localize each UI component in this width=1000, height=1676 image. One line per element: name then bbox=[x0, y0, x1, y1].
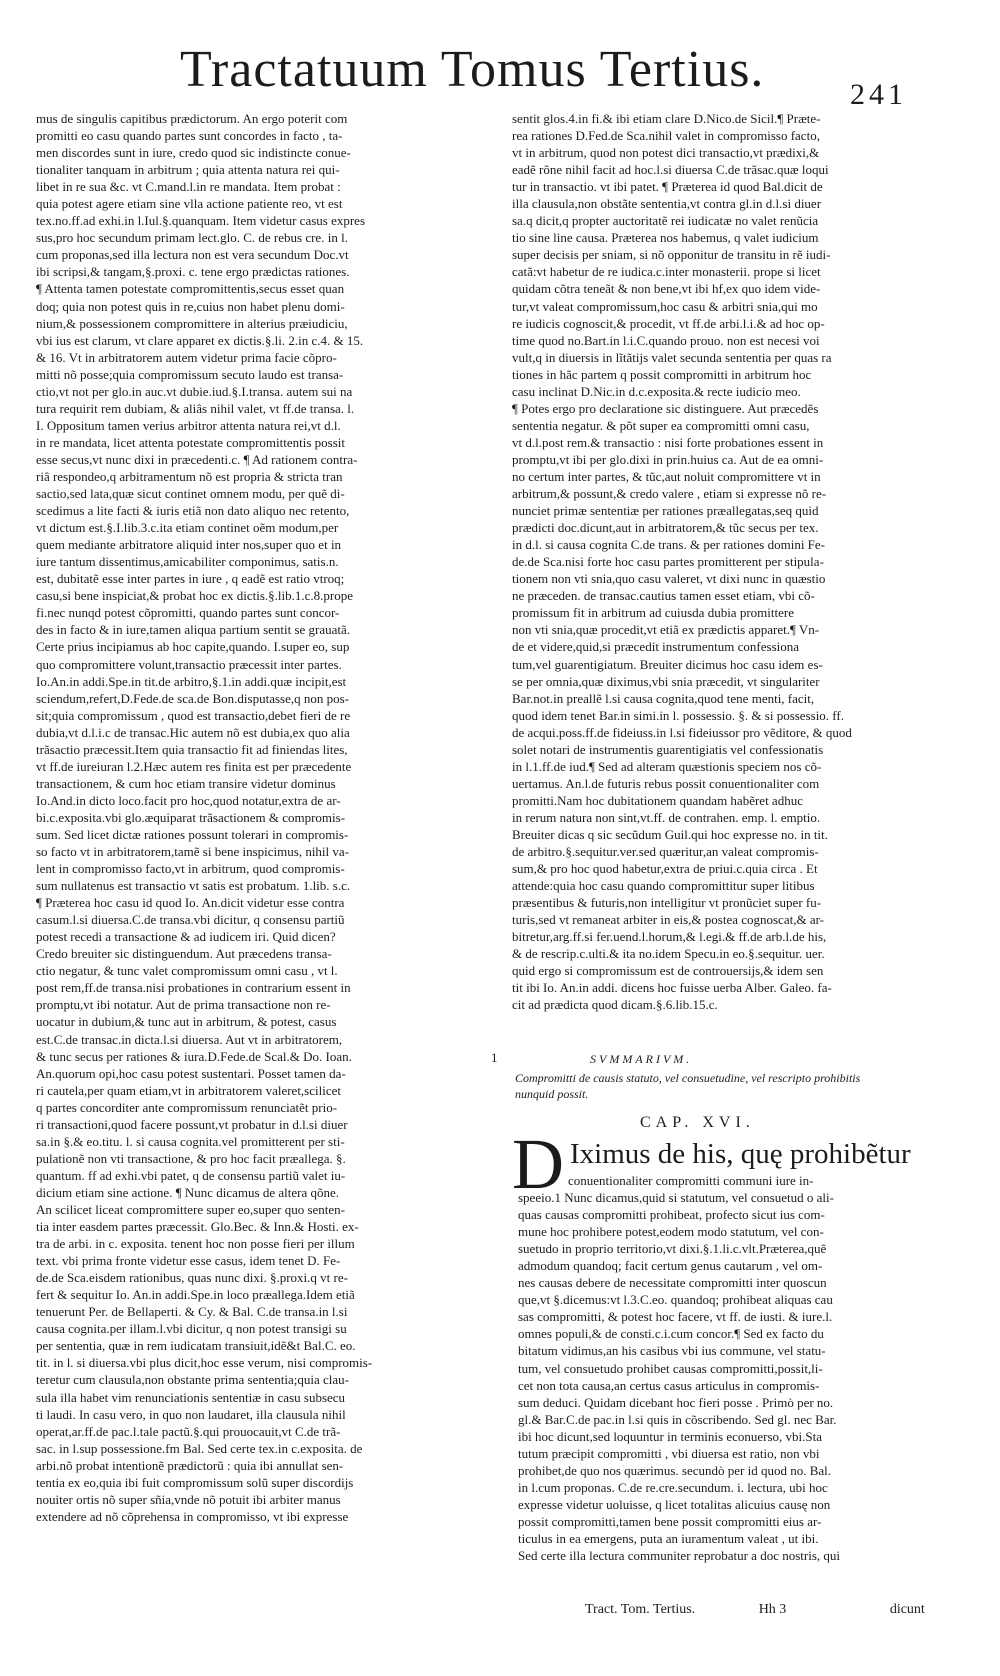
left-text-column bbox=[36, 110, 472, 1525]
text-line: sum. Sed licet dictæ rationes possunt tolerari in compromis- bbox=[36, 826, 349, 842]
text-line: tex.no.ff.ad exhi.in l.Iul.§.quanquam. Item videtur casus expres bbox=[36, 213, 366, 229]
text-line: no certum inter partes, & tũc,aut noluit compromittere vt in bbox=[512, 468, 821, 484]
text-line: de.de Sca.eisdem rationibus, quas nunc dixi. §.proxi.q vt re- bbox=[36, 1270, 348, 1286]
text-line: conuentionaliter compromitti communi iure in- bbox=[568, 1173, 814, 1188]
text-line: ri cautela,per quam etiam,vt in arbitratorem valeret,scilicet bbox=[36, 1082, 341, 1098]
signature-mark: Hh 3 bbox=[758, 1602, 787, 1617]
text-line: casu inclinat D.Nic.in d.c.exposita.& recte iudicio meo. bbox=[512, 383, 801, 399]
text-line: prohibet,de quo nos quærimus. secundò per id quod no. Bal. bbox=[518, 1462, 832, 1478]
text-line: tentia ex eo,quia ibi fuit compromissum solũ super discordijs bbox=[36, 1474, 354, 1490]
text-line: sa.in §.& eo.titu. l. si causa cognita.vel promitterent per sti- bbox=[36, 1133, 345, 1149]
text-line: vbi ius est clarum, vt clare apparet ex dictis.§.li. 2.in c.4. & 15. bbox=[36, 332, 364, 348]
text-line: tum, vel consuetudo prohibet causas compromitti,possit,li- bbox=[518, 1360, 823, 1376]
text-line: trãsactio præcessit.Item quia transactio fit ad finiendas lites, bbox=[36, 741, 348, 757]
text-line: de et videre,quid,si præcedit instrumentum confessiona bbox=[512, 639, 800, 655]
text-line: iure tantum dissentimus,amicabiliter componimus, satis.n. bbox=[36, 554, 339, 570]
text-line: ctio,vt not per glo.in auc.vt dubie.iud.§.I.transa. autem sui na bbox=[36, 383, 353, 399]
text-line: eadẽ rõne nihil facit ad hoc.l.si diuersa C.de trãsac.quæ loqui bbox=[512, 162, 829, 178]
text-line: sactio,sed lata,quæ sicut continet omnem modu, per quẽ di- bbox=[36, 486, 345, 502]
text-line: per sententia, quæ in rem iudicatam transiuit,idẽ&t Bal.C. eo. bbox=[36, 1338, 356, 1354]
text-line: uertamus. An.l.de futuris rebus possit conuentionaliter com bbox=[512, 775, 820, 791]
text-line: tra de arbi. in c. exposita. tenent hoc non posse fieri per illum bbox=[36, 1236, 355, 1252]
text-line: ¶ Præterea hoc casu id quod Io. An.dicit videtur esse contra bbox=[36, 895, 345, 911]
text-line: vt ff.de iureiuran l.2.Hæc autem res finita est per præcedente bbox=[36, 758, 352, 774]
text-line: doq; quia non potest quis in re,cuius non habet plenu domi- bbox=[36, 298, 345, 314]
text-line: dicium etiam sine actione. ¶ Nunc dicamus de altera qõne. bbox=[36, 1184, 339, 1200]
text-line: pulationẽ non vti transactione, & pro hoc facit præallega. §. bbox=[36, 1150, 346, 1166]
text-line: tur,vt valeat compromissum,hoc casu & arbitri snia,qui mo bbox=[512, 298, 818, 314]
text-line: tionaliter tanquam in arbitrum ; quia attenta natura rei qui- bbox=[36, 162, 340, 178]
text-line: ri transactioni,quod facere possunt,vt probatur in d.l.si diuer bbox=[36, 1116, 348, 1132]
text-line: gl.& Bar.C.de pac.in l.si quis in cõscribendo. Sed gl. nec Bar. bbox=[518, 1411, 837, 1427]
text-line: so facto vt in arbitratorem,tamẽ si bene inspicimus, nihil va- bbox=[36, 844, 350, 860]
text-line: sum nullatenus est transactio vt satis est probatum. 1.lib. s.c. bbox=[36, 878, 351, 894]
text-line: turis,sed vt remaneat arbiter in eis,& postea cognoscat,& ar- bbox=[512, 912, 824, 928]
text-line: attende:quia hoc casu quando compromittitur super litibus bbox=[512, 878, 815, 894]
chapter-heading: CAP. XVI. bbox=[640, 1114, 755, 1131]
text-line: tio sine line causa. Præterea nos habemus, q valet iudicium bbox=[512, 230, 819, 246]
text-line: bitretur,arg.ff.si fer.uend.l.horum,& l.egi.& ff.de arb.l.de his, bbox=[512, 929, 827, 945]
text-line: de arbitro.§.sequitur.ver.sed quæritur,an valeat compromis- bbox=[512, 844, 819, 860]
text-line: An scilicet liceat compromittere super eo,super quo senten- bbox=[36, 1202, 346, 1217]
text-line: post rem,ff.de transa.nisi probationes in contrarium essent in bbox=[36, 980, 351, 996]
text-line: tiones in hãc partem q possit compromitti in arbitrum hoc bbox=[512, 366, 812, 382]
text-line: de.de Sca.nisi forte hoc casu partes promitterent per stipula- bbox=[512, 554, 824, 570]
text-line: possit compromitti,tamen bene possit compromitti eius ar- bbox=[518, 1513, 822, 1529]
text-line: & de rescrip.c.ulti.& ita no.idem Specu.in eo.§.sequitur. uer. bbox=[512, 946, 825, 962]
text-line: causa cognita.per illam.l.vbi dicitur, q non potest transigi su bbox=[36, 1321, 347, 1337]
text-line: Credo breuiter sic distinguendum. Aut præcedens transa- bbox=[36, 946, 332, 962]
text-line: dubia,vt d.l.i.c de transac.Hic autem nõ est dubia,ex quo alia bbox=[36, 724, 350, 740]
text-line: in l.cum proponas. C.de re.cre.secundum. i. lectura, ubi hoc bbox=[518, 1479, 828, 1495]
text-line: nunquid possit. bbox=[515, 1087, 589, 1101]
text-line: vult,q in diuersis in lĩtãtijs valet secunda sententia per quas ra bbox=[512, 349, 832, 365]
right-text-column bbox=[512, 110, 944, 1013]
text-line: operat,ar.ff.de pac.l.tale pactũ.§.qui prouocauit,vt C.de trã- bbox=[36, 1423, 341, 1439]
text-line: bi.c.exposita.vbi glo.æquiparat trãsactionem & compromis- bbox=[36, 809, 346, 825]
text-line: arbi.nõ probat intentionẽ prædictorũ : quia ibi annullat sen- bbox=[36, 1457, 344, 1473]
text-line: quid ergo si compromissum est de controuersijs,& idem sen bbox=[512, 963, 824, 979]
text-line: sciendum,refert,D.Fede.de sca.de Bon.disputasse,q non pos- bbox=[36, 690, 350, 706]
text-line: in re mandata, licet attenta potestate compromittentis possit bbox=[36, 434, 346, 450]
footer-running-title: Tract. Tom. Tertius. bbox=[585, 1602, 696, 1617]
text-line: que,vt §.dicemus:vt l.3.C.eo. quandoq; prohibeat aliquas cau bbox=[518, 1292, 833, 1308]
text-line: tura requirit rem dubiam, & aliâs nihil valet, vt ff.de transa. l. bbox=[36, 400, 355, 416]
text-line: ne præceden. de transac.cautius tamen esset etiam, vbi cõ- bbox=[512, 588, 815, 604]
text-line: bitatum vidimus,an his casibus vbi ius commune, vel statu- bbox=[518, 1343, 826, 1359]
drop-cap-initial: D bbox=[512, 1124, 564, 1204]
text-line: sula illa habet vim renunciationis sententiæ in casu subsecu bbox=[36, 1389, 346, 1405]
text-line: mune hoc prohibere potest,eodem modo statutum, vel con- bbox=[518, 1224, 824, 1240]
text-line: sus,pro hoc secundum primam lect.glo. C. de rebus cre. in l. bbox=[36, 230, 348, 246]
text-line: nes causas debere de necessitate compromitti inter quoscun bbox=[518, 1275, 827, 1291]
text-line: mitti nõ posse;quia compromissum secuto laudo est transa- bbox=[36, 366, 344, 382]
text-line: sum deduci. Quidam dicebant hoc fieri posse . Primò per no. bbox=[518, 1394, 834, 1410]
text-line: nium,& possessionem compromittere in alterius præiudiciu, bbox=[36, 315, 348, 331]
text-line: Bar.not.in preallẽ l.si causa cognita,quod tene menti, facit, bbox=[512, 690, 815, 706]
text-line: tur in transactio. vt ibi patet. ¶ Præterea id quod Bal.dicit de bbox=[512, 179, 823, 195]
text-line: promitti.Nam hoc dubitationem quandam habẽret adhuc bbox=[512, 792, 803, 808]
text-line: nunciet primæ sententiæ per rationes præallegatas,seq quid bbox=[512, 503, 819, 519]
text-line: sac. in l.sup possessione.fm Bal. Sed certe tex.in c.exposita. de bbox=[36, 1440, 363, 1456]
text-line: vt dictum est.§.I.lib.3.c.ita etiam continet oẽm modum,per bbox=[36, 520, 339, 536]
text-line: cum proponas,sed illa lectura non est vera secundum Doc.vt bbox=[36, 247, 349, 263]
text-line: cet non tota causa,an certus casus articulus in compromis- bbox=[518, 1377, 820, 1393]
summarium-text bbox=[515, 1070, 945, 1102]
text-line: tum,vel guarentigiatum. Breuiter dicimus hoc casu idem es- bbox=[512, 656, 823, 672]
text-line: tia inter easdem partes præcessit. Glo.Bec. & Inn.& Hosti. ex- bbox=[36, 1219, 359, 1235]
text-line: tenuerunt Per. de Bellaperti. & Cy. & Bal. C.de transa.in l.si bbox=[36, 1304, 348, 1320]
text-line: mus de singulis capitibus prædictorum. An ergo poterit com bbox=[36, 111, 348, 126]
text-line: quem mediante arbitratore aliquid inter nos,super quo et in bbox=[36, 537, 342, 553]
text-line: quo compromittere volunt,transactio præcessit inter partes. bbox=[36, 656, 342, 672]
text-line: admodum quandoq; facit certum genus cautarum , vel om- bbox=[518, 1258, 823, 1274]
text-line: libet in re sua &c. vt C.mand.l.in re mandata. Item probat : bbox=[36, 179, 341, 195]
text-line: tit ibi Io. An.in addi. dicens hoc fuisse uerba Alber. Galeo. fa- bbox=[512, 980, 832, 996]
text-line: sit;quia compromissum , quod est transactio,debet fieri de re bbox=[36, 707, 351, 723]
text-line: est, dubitatẽ esse inter partes in iure , q eadẽ est ratio vtroq; bbox=[36, 571, 345, 587]
text-line: prædicti doc.dicunt,aut in arbitratorem,& tũc secus per tex. bbox=[512, 520, 819, 536]
text-line: des in facto & in iure,tamen aliqua partium sentit se grauatã. bbox=[36, 622, 351, 638]
margin-marker: 1 bbox=[491, 1050, 498, 1065]
page-number: 241 bbox=[850, 78, 907, 111]
text-line: ibi hoc dicunt,sed loquuntur in terminis econuerso, vbi.Sta bbox=[518, 1428, 823, 1444]
text-line: Certe prius incipiamus ab hoc capite,quando. I.super eo, sup bbox=[36, 639, 350, 655]
text-line: An.quorum opi,hoc casu potest sustentari. Posset tamen da- bbox=[36, 1065, 346, 1081]
text-line: casu,si bene inspiciat,& probat hoc ex dictis.§.lib.1.c.8.prope bbox=[36, 588, 353, 604]
text-line: sum,& pro hoc quod habetur,extra de priui.c.quia circa . Et bbox=[512, 861, 818, 877]
text-line: non vti snia,quæ procedit,vt etiã ex prædictis apparet.¶ Vn- bbox=[512, 622, 820, 638]
text-line: quidam cõtra teneãt & non bene,vt ibi hf,ex quo idem vide- bbox=[512, 281, 821, 297]
text-line: men discordes sunt in iure, credo quod sic indistincte conue- bbox=[36, 145, 351, 161]
text-line: teretur cum clausula,non obstante prima sententia;quia clau- bbox=[36, 1372, 349, 1388]
summarium-heading: SVMMARIVM. bbox=[590, 1052, 693, 1066]
text-line: extendere ad nõ cõprehensa in compromisso, vt ibi expresse bbox=[36, 1508, 349, 1524]
text-line: text. vbi prima fronte videtur esse casus, idem tenet D. Fe- bbox=[36, 1253, 341, 1269]
text-line: ¶ Attenta tamen potestate compromittentis,secus esset quan bbox=[36, 281, 345, 297]
text-line: tionem non vti snia,quo casu valeret, vt dixi nunc in quæstio bbox=[512, 571, 826, 587]
text-line: est.C.de transac.in dicta.l.si diuersa. Aut vt in arbitratorem, bbox=[36, 1031, 343, 1047]
text-line: Sed certe illa lectura communiter reprobatur a doc nostris, qui bbox=[518, 1548, 840, 1564]
text-line: in l.1.ff.de iud.¶ Sed ad alteram quæstionis speciem nos cõ- bbox=[512, 758, 822, 774]
text-line: in d.l. si causa cognita C.de trans. & per rationes domini Fe- bbox=[512, 537, 826, 553]
text-line: uocatur in dubium,& tunc aut in arbitrum, & potest, casus bbox=[36, 1014, 337, 1030]
text-line: illa clausula,non obstãte sententia,vt contra gl.in d.l.si diuer bbox=[512, 196, 822, 212]
text-line: quia potest agere etiam sine vlla actione patiente reo, vt est bbox=[36, 196, 343, 212]
text-line: se per omnia,quæ diximus,vbi snia præcedit, vt singulariter bbox=[512, 673, 820, 689]
text-line: sententia negatur. & põt super ea compromitti omni casu, bbox=[512, 417, 810, 433]
text-line: I. Oppositum tamen verius arbitror attenta natura rei,vt d.l. bbox=[36, 417, 341, 433]
text-line: time quod no.Bart.in l.i.C.quando prouo. non est necesi voi bbox=[512, 332, 820, 348]
text-line: suetudo in proprio territorio,vt dixi.§.1.li.c.vlt.Præterea,quẽ bbox=[518, 1241, 827, 1257]
text-line: sa.q dicit,q propter auctoritatẽ rei iudicatæ no valet renũcia bbox=[512, 213, 819, 229]
text-line: super decisis per sniam, si nõ opponitur de transitu in rẽ iudi- bbox=[512, 247, 831, 263]
text-line: quantum. ff ad exhi.vbi patet, q de consensu partiũ valet iu- bbox=[36, 1167, 346, 1183]
text-line: solet notari de instrumentis guarentigiatis vel confessionatis bbox=[512, 741, 824, 757]
text-line: præsentibus & futuris,non intelligitur vt pronũciet super fu- bbox=[512, 895, 822, 911]
text-line: fi.nec nunqd potest cõpromitti, quando partes sunt concor- bbox=[36, 605, 340, 621]
text-line: tit. in l. si diuersa.vbi plus dicit,hoc esse verum, nisi compromis- bbox=[36, 1355, 373, 1371]
text-line: vt in arbitrum, quod non potest dici transactio,vt prædixi,& bbox=[512, 145, 820, 161]
text-line: expresse videtur uoluisse, q licet totalitas alicuius causę non bbox=[518, 1496, 831, 1512]
text-line: omnes populi,& de consti.c.i.cum concor.¶ Sed ex facto du bbox=[518, 1326, 824, 1342]
text-line: tutum præcipit compromitti , vbi diuersa est ratio, non vbi bbox=[518, 1445, 820, 1461]
chapter-opening-line: Iximus de his, quę prohibẽtur bbox=[570, 1138, 911, 1170]
text-line: in rerum natura non sint,vt.ff. de contrahen. emp. l. emptio. bbox=[512, 809, 821, 825]
text-line: de acqui.poss.ff.de fideiuss.in l.si fideiussor pro vẽditore, & quod bbox=[512, 724, 852, 740]
text-line: speeio.1 Nunc dicamus,quid si statutum, vel consuetud o ali- bbox=[518, 1190, 834, 1206]
text-line: lent in compromisso facto,vt in arbitrum, quod compromis- bbox=[36, 861, 345, 877]
text-line: vt d.l.post rem.& transactio : nisi forte probationes essent in bbox=[512, 434, 824, 450]
text-line: Io.And.in dicto loco.facit pro hoc,quod notatur,extra de ar- bbox=[36, 792, 341, 808]
text-line: catã:vt habetur de re iudica.c.inter monasterii. prope si licet bbox=[512, 264, 821, 280]
chapter-body-text bbox=[518, 1172, 948, 1564]
text-line: ti laudi. In casu vero, in quo non laudaret, illa clausula nihil bbox=[36, 1406, 346, 1422]
text-line: promptu,vt ibi notatur. Aut de prima transactione non re- bbox=[36, 997, 331, 1013]
text-line: re iudicis cognoscit,& procedit, vt ff.de arbi.l.i.& ad hoc op- bbox=[512, 315, 825, 331]
text-line: sentit glos.4.in fi.& ibi etiam clare D.Nico.de Sicil.¶ Præte- bbox=[512, 111, 821, 126]
text-line: esse secus,vt nunc dixi in præcedenti.c. ¶ Ad rationem contra- bbox=[36, 451, 358, 467]
text-line: rea rationes D.Fed.de Sca.nihil valet in compromisso facto, bbox=[512, 128, 820, 144]
text-line: & tunc secus per rationes & iura.D.Fede.de Scal.& Do. Ioan. bbox=[36, 1048, 352, 1064]
text-line: fert & sequitur Io. An.in addi.Spe.in loco præallega.Idem etiã bbox=[36, 1287, 355, 1303]
text-line: Io.An.in addi.Spe.in tit.de arbitro,§.1.in addi.quæ incipit,est bbox=[36, 673, 347, 689]
text-line: arbitrum,& possunt,& credo valere , etiam si expresse nõ re- bbox=[512, 486, 827, 502]
text-line: ¶ Potes ergo pro declaratione sic distinguere. Aut præcedẽs bbox=[512, 400, 819, 416]
text-line: transactionem, & cum hoc etiam transire videtur dominus bbox=[36, 775, 336, 791]
text-line: potest recedi a transactione & ad iudicem iri. Quid dicen? bbox=[36, 929, 336, 945]
text-line: Compromitti de causis statuto, vel consuetudine, vel rescripto prohibitis bbox=[515, 1071, 861, 1085]
text-line: riâ respondeo,q arbitramentum nõ est propria & stricta tran bbox=[36, 468, 343, 484]
text-line: promissum fit in arbitrum ad cuiusda dubia promittere bbox=[512, 605, 794, 621]
running-head-title: Tractatuum Tomus Tertius. bbox=[180, 41, 765, 98]
text-line: ticulus in ea emergens, puta an iuramentum valeat , ut ibi. bbox=[518, 1530, 819, 1546]
text-line: promitti eo casu quando partes sunt concordes in facto , ta- bbox=[36, 128, 343, 144]
text-line: Breuiter dicas q sic secũdum Guil.qui hoc expresse no. in tit. bbox=[512, 826, 828, 842]
text-line: & 16. Vt in arbitratorem autem videtur prima facie cõpro- bbox=[36, 349, 337, 365]
text-line: sas compromitti, & potest hoc facere, vt ff. de iusti. & iure.l. bbox=[518, 1309, 833, 1325]
text-line: ctio negatur, & tunc valet compromissum omni casu , vt l. bbox=[36, 963, 338, 979]
text-line: cit ad prædicta quod dicam.§.6.lib.15.c. bbox=[512, 997, 718, 1013]
text-line: quas causas compromitti prohibeat, profecto sicut ius com- bbox=[518, 1207, 825, 1223]
text-line: q partes concorditer ante compromissum renunciatẽt prio- bbox=[36, 1099, 338, 1115]
text-line: ibi scripsi,& tangam,§.proxi. c. tene ergo prædictas rationes. bbox=[36, 264, 350, 280]
text-line: scedimus a lite facti & iuris etiã non dato aliquo nec retento, bbox=[36, 503, 350, 519]
text-line: promptu,vt ibi per glo.dixi in prin.huius ca. Aut de ea omni- bbox=[512, 451, 824, 467]
catchword: dicunt bbox=[889, 1602, 925, 1617]
text-line: quod idem tenet Bar.in simi.in l. possessio. §. & si possessio. ff. bbox=[512, 707, 844, 723]
text-line: casum.l.si diuersa.C.de transa.vbi dicitur, q consensu partiũ bbox=[36, 912, 345, 928]
page-footer bbox=[585, 1602, 925, 1618]
text-line: nouiter ortis nõ super sñia,vnde nõ potuit ibi arbiter manus bbox=[36, 1491, 341, 1507]
